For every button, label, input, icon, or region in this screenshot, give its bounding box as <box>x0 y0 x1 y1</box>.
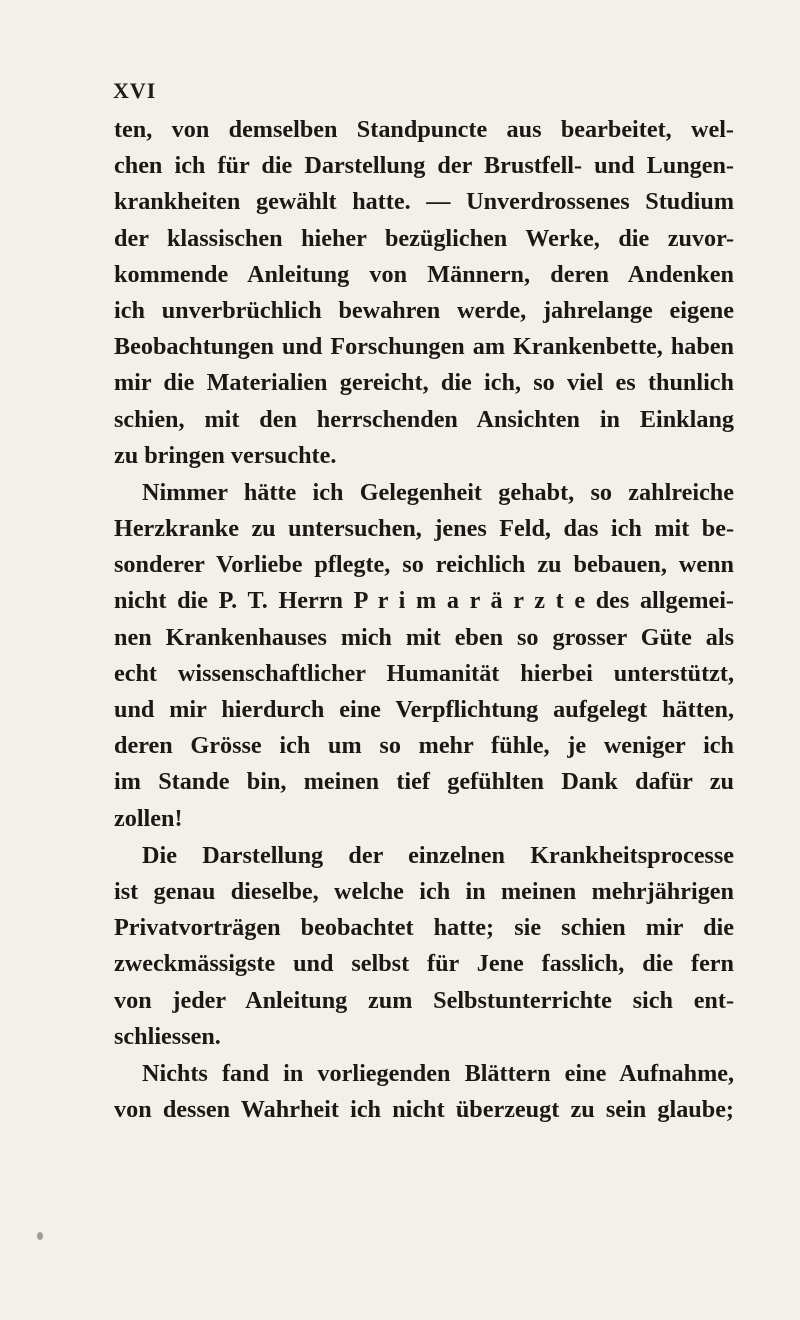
text-line: mir die Materialien gereicht, die ich, so viel es thunlich <box>114 369 734 397</box>
text-line: Privatvorträgen beobachtet hatte; sie schien mir die <box>114 914 734 942</box>
text-line: ich unverbrüchlich bewahren werde, jahrelange eigene <box>114 296 734 324</box>
body-text <box>114 112 734 1128</box>
text-line: Die Darstellung der einzelnen Krankheitsprocesse <box>142 841 734 869</box>
page-number: XVI <box>113 78 157 103</box>
text-line: schliessen. <box>114 1022 221 1050</box>
text-line: zweckmässigste und selbst für Jene fasslich, die fern <box>114 950 734 978</box>
text-line: nen Krankenhauses mich mit eben so grosser Güte als <box>114 623 734 651</box>
text-line: kommende Anleitung von Männern, deren Andenken <box>114 260 734 288</box>
text-line: zollen! <box>114 804 183 832</box>
text-line: echt wissenschaftlicher Humanität hierbei unterstützt, <box>114 659 734 687</box>
text-line: deren Grösse ich um so mehr fühle, je weniger ich <box>114 732 734 760</box>
text-line: zu bringen versuchte. <box>114 441 337 469</box>
text-line: von dessen Wahrheit ich nicht überzeugt zu sein glaube; <box>114 1096 734 1124</box>
paragraph <box>114 1056 734 1128</box>
text-line: krankheiten gewählt hatte. — Unverdrossenes Studium <box>114 188 734 216</box>
text-line: und mir hierdurch eine Verpflichtung aufgelegt hätten, <box>114 696 734 723</box>
text-line: Herzkranke zu untersuchen, jenes Feld, das ich mit be- <box>114 515 734 543</box>
text-line: von jeder Anleitung zum Selbstunterrichte sich ent- <box>114 986 734 1014</box>
text-line: ten, von demselben Standpuncte aus bearbeitet, wel- <box>114 116 734 143</box>
text-line: sonderer Vorliebe pflegte, so reichlich zu bebauen, wenn <box>114 551 734 579</box>
text-line: Beobachtungen und Forschungen am Krankenbette, haben <box>114 333 734 361</box>
paragraph <box>114 838 734 1055</box>
text-line: chen ich für die Darstellung der Brustfell- und Lungen- <box>114 152 734 180</box>
paragraph <box>114 112 734 474</box>
text-line: schien, mit den herrschenden Ansichten in Einklang <box>114 405 734 433</box>
text-line: ist genau dieselbe, welche ich in meinen mehrjährigen <box>114 877 734 905</box>
text-line: der klassischen hieher bezüglichen Werke, die zuvor- <box>114 224 734 252</box>
text-line: nicht die P. T. Herrn P r i m a r ä r z t e des allgemei- <box>114 587 734 615</box>
text-line: Nimmer hätte ich Gelegenheit gehabt, so zahlreiche <box>142 478 734 506</box>
text-line: im Stande bin, meinen tief gefühlten Dank dafür zu <box>114 768 734 796</box>
ink-smudge <box>37 1232 43 1240</box>
paragraph <box>114 475 734 837</box>
text-line: Nichts fand in vorliegenden Blättern eine Aufnahme, <box>142 1059 734 1087</box>
